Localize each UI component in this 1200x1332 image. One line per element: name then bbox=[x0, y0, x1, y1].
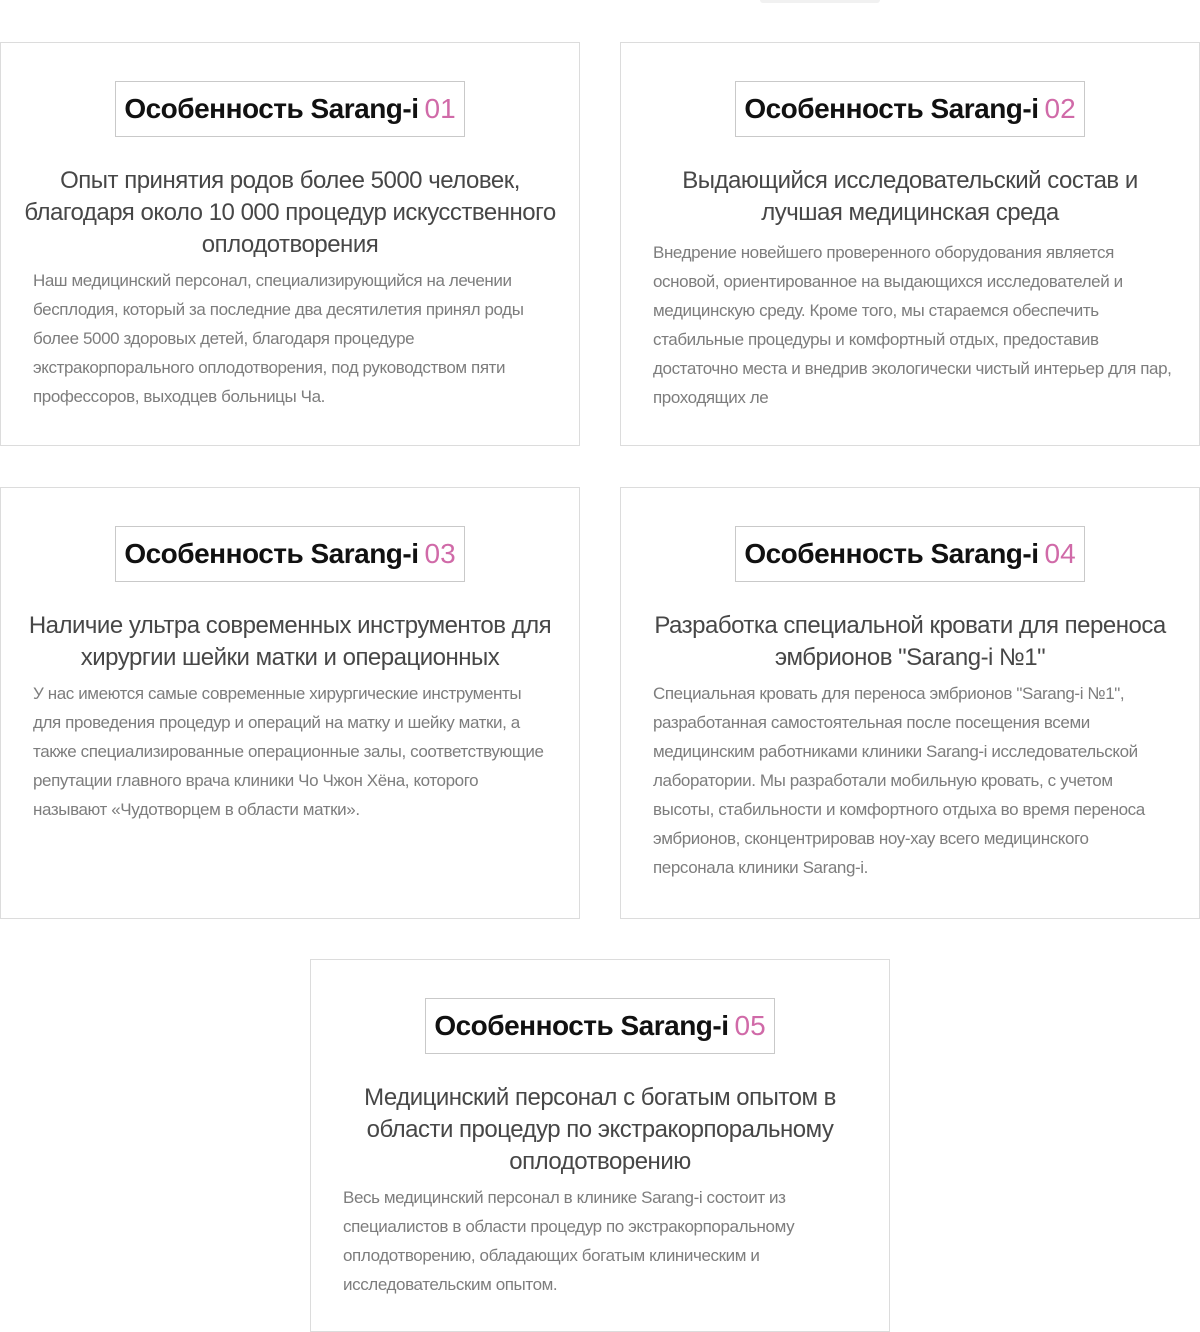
feature-number: 04 bbox=[1044, 538, 1076, 569]
feature-card-02 bbox=[620, 42, 1200, 446]
feature-description: Весь медицинский персонал в клинике Sarang-i состоит из специалистов в области процедур по экстракорпоральному оплодотворению, обладающих богатым клиническим и исследовательским опытом. bbox=[343, 1188, 795, 1294]
feature-title: Опыт принятия родов более 5000 человек, благодаря около 10 000 процедур искусственного оплодотворения bbox=[24, 167, 556, 258]
feature-description: Внедрение новейшего проверенного оборудования является основой, ориентированное на выдающихся исследователей и медицинскую среду. Кроме того, мы стараемся обеспечить стабильные процедуры и комфортный отдых, предоставив достаточно места и внедрив экологически чистый интерьер для пар, проходящих ле bbox=[653, 243, 1172, 407]
feature-number: 02 bbox=[1044, 93, 1076, 124]
feature-label: Особенность Sarang-i bbox=[744, 538, 1039, 569]
feature-number: 05 bbox=[734, 1010, 766, 1041]
feature-title: Разработка специальной кровати для переноса эмбрионов "Sarang-i №1" bbox=[654, 612, 1166, 671]
feature-label-box bbox=[425, 998, 775, 1054]
feature-label: Особенность Sarang-i bbox=[124, 93, 419, 124]
feature-number: 01 bbox=[424, 93, 456, 124]
feature-label-box bbox=[115, 526, 465, 582]
feature-label: Особенность Sarang-i bbox=[434, 1010, 729, 1041]
feature-label-box bbox=[735, 526, 1085, 582]
feature-label-box bbox=[735, 81, 1085, 137]
feature-label: Особенность Sarang-i bbox=[124, 538, 419, 569]
feature-description: У нас имеются самые современные хирургические инструменты для проведения процедур и операций на матку и шейку матки, а также специализированные операционные залы, соответствующие репутации главного врача клиники Чо Чжон Хёна, которого называют «Чудотворцем в области матки». bbox=[33, 684, 544, 819]
feature-description: Специальная кровать для переноса эмбрионов "Sarang-i №1", разработанная самостоятельная после посещения всеми медицинским работниками клиники Sarang-i исследовательской лаборатории. Мы разработали мобильную кровать, с учетом высоты, стабильности и комфортного отдыха во время переноса эмбрионов, сконцентрировав ноу-хау всего медицинского персонала клиники Sarang-i. bbox=[653, 684, 1145, 877]
feature-card-05 bbox=[310, 959, 890, 1332]
top-decoration bbox=[760, 0, 880, 3]
feature-title: Выдающийся исследовательский состав и лучшая медицинская среда bbox=[682, 167, 1138, 226]
feature-card-04 bbox=[620, 487, 1200, 919]
feature-description: Наш медицинский персонал, специализирующийся на лечении бесплодия, который за последние два десятилетия принял роды более 5000 здоровых детей, благодаря процедуре экстракорпорального оплодотворения, под руководством пяти профессоров, выходцев больницы Ча. bbox=[33, 271, 524, 406]
feature-card-01 bbox=[0, 42, 580, 446]
feature-number: 03 bbox=[424, 538, 456, 569]
feature-card-03 bbox=[0, 487, 580, 919]
feature-label-box bbox=[115, 81, 465, 137]
feature-label: Особенность Sarang-i bbox=[744, 93, 1039, 124]
feature-title: Медицинский персонал с богатым опытом в области процедур по экстракорпоральному оплодотворению bbox=[364, 1084, 836, 1175]
feature-title: Наличие ультра современных инструментов для хирургии шейки матки и операционных bbox=[28, 612, 552, 671]
